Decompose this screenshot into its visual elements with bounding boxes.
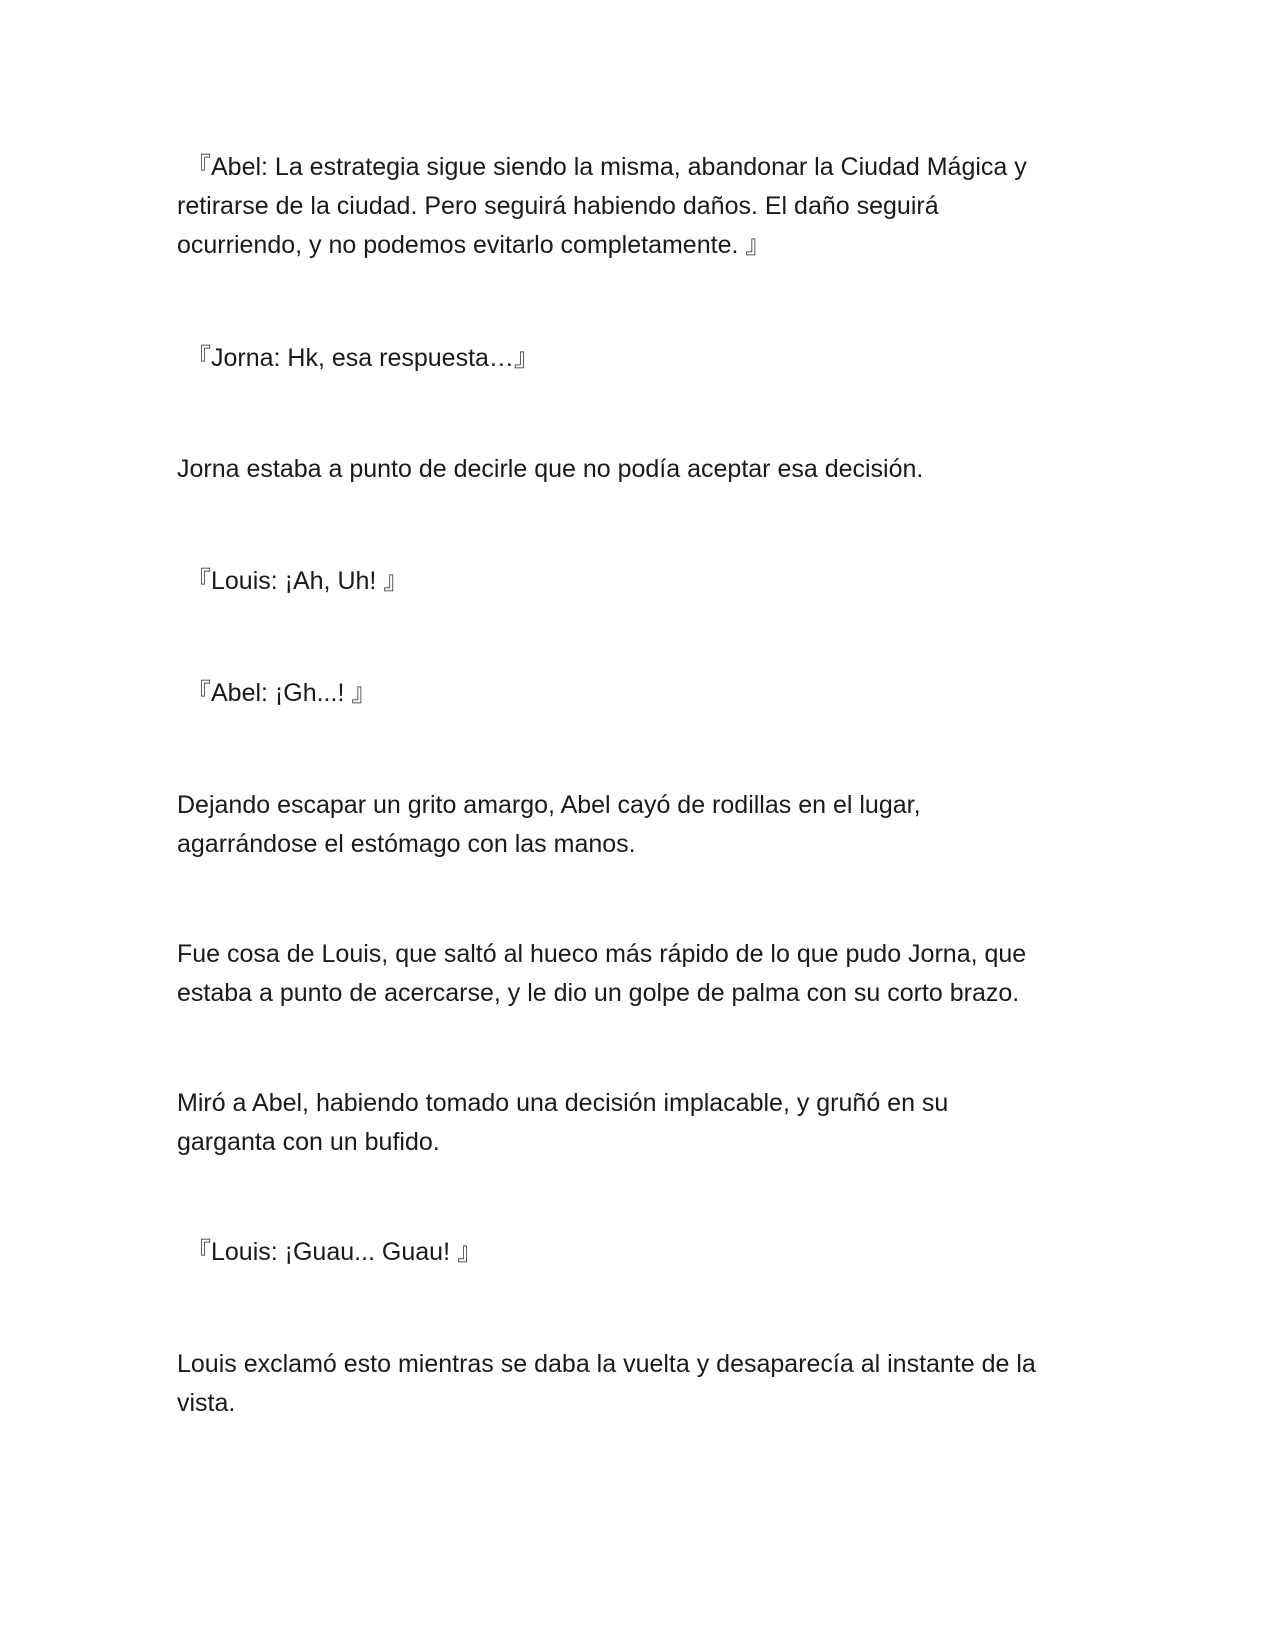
text-line: garganta con un bufido. [177,1128,440,1156]
dialogue-abel-strategy [177,148,1106,265]
dialogue-abel-gh [186,674,1106,713]
text-line: 『Abel: ¡Gh...! 』 [186,679,377,707]
text-line: Miró a Abel, habiendo tomado una decisión implacable, y gruñó en su [177,1089,949,1117]
dialogue-jorna [186,339,1106,378]
text-line: retirarse de la ciudad. Pero seguirá habiendo daños. El daño seguirá [177,192,939,220]
text-line: 『Louis: ¡Guau... Guau! 』 [186,1238,482,1266]
text-line: Jorna estaba a punto de decirle que no podía aceptar esa decisión. [177,455,924,483]
text-line: 『Abel: La estrategia sigue siendo la misma, abandonar la Ciudad Mágica y [186,153,1027,181]
dialogue-louis-ah [186,562,1106,601]
text-line: Dejando escapar un grito amargo, Abel cayó de rodillas en el lugar, [177,791,921,819]
narration-louis-vanish [177,1345,1097,1423]
text-line: vista. [177,1389,236,1417]
narration-louis-strike [177,935,1097,1013]
text-line: 『Jorna: Hk, esa respuesta…』 [186,344,539,372]
text-line: agarrándose el estómago con las manos. [177,830,636,858]
text-line: estaba a punto de acercarse, y le dio un golpe de palma con su corto brazo. [177,979,1020,1007]
text-line: Fue cosa de Louis, que saltó al hueco más rápido de lo que pudo Jorna, que [177,940,1027,968]
text-line: 『Louis: ¡Ah, Uh! 』 [186,567,409,595]
narration-jorna-decision [177,450,1097,489]
narration-louis-growl [177,1084,1097,1162]
text-line: Louis exclamó esto mientras se daba la vuelta y desaparecía al instante de la [177,1350,1036,1378]
narration-abel-falls [177,786,1097,864]
text-line: ocurriendo, y no podemos evitarlo completamente. 』 [177,231,771,259]
dialogue-louis-guau [186,1233,1106,1272]
